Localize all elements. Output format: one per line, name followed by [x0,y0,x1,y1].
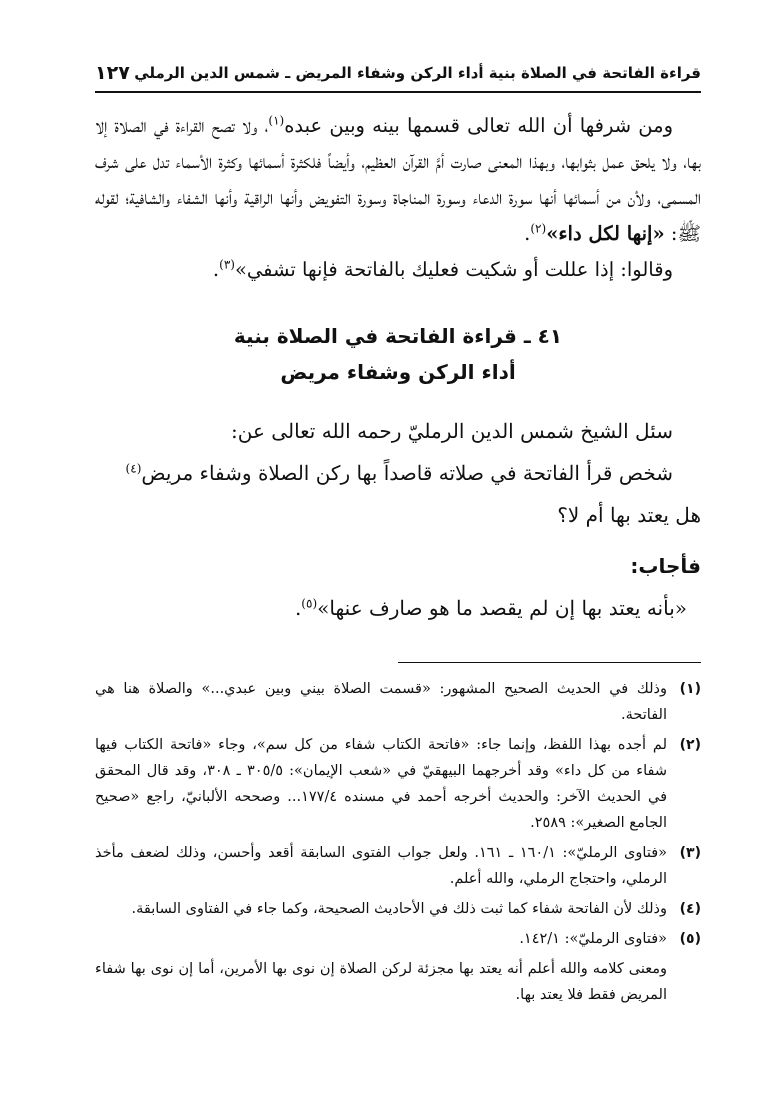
footnote-5 [95,926,701,952]
footnote-ref-2: (٢) [530,221,547,236]
main-text [95,108,701,628]
page-number: ١٢٧ [95,62,130,84]
footnote-2 [95,732,701,836]
footnote-text: وذلك في الحديث الصحيح المشهور: «قسمت الصلاة بيني وبين عبدي...» والصلاة هنا هي الفاتحة. [95,681,667,723]
footnote-number: (١) [679,681,701,697]
hadith-quote: «إنها لكل داء» [546,222,665,245]
question-text-2: هل يعتد بها أم لا؟ [557,503,701,527]
running-header [95,55,701,93]
answer-heading: فأجاب: [630,554,701,578]
section-title-line-2: أداء الركن وشفاء مريض [280,360,516,384]
footnote-1 [95,676,701,728]
footnote-5-continuation: ومعنى كلامه والله أعلم أنه يعتد بها مجزئة لركن الصلاة إن نوى بها الأمرين، أما إن نوى بها شفاء المريض فقط فلا يعتد بها. [95,961,667,1003]
section-heading [95,318,701,390]
footnote-number: (٤) [679,901,701,917]
footnote-text: وذلك لأن الفاتحة شفاء كما ثبت ذلك في الأحاديث الصحيحة، وكما جاء في الفتاوى السابقة. [131,901,667,917]
footnote-number: (٢) [679,737,701,753]
paragraph-1: ومن شرفها أن الله تعالى قسمها بينه وبين عبده$^{(١)}$، ولا تصح القراءة في الصلاة إلا بها، ولا يلحق عمل بثوابها، وبهذا المعنى صارت أمَّ القرآن العظيم، وأيضاً فلكثرة أسمائها وكثرة الأسماء تدل على شرف المسمى، ولأن من أسمائها أنها سورة الدعاء وسورة المناجاة وسورة التفويض وأنها الراقية وأنها الشفاء والشافية؛ لقوله ﷺ: «إنها لكل داء»$^{(٢)}$. [95,113,701,245]
section-title-line-1: ٤١ ـ قراءة الفاتحة في الصلاة بنية [233,324,563,348]
question-text: شخص قرأ الفاتحة في صلاته قاصداً بها ركن الصلاة وشفاء مريض$^{(٤)}$ [125,461,673,485]
footnote-text: لم أجده بهذا اللفظ، وإنما جاء: «فاتحة الكتاب شفاء من كل سم»، وجاء «فاتحة الكتاب فيها شفاء من كل داء» وقد أخرجهما البيهقيّ في «شعب الإيمان»: ٣٠٥/٥ ـ ٣٠٨، وقد قال المحقق في الحديث الآخر: والحديث أخرجه أحمد في مسنده ١٧٧/٤... وصححه الألبانيّ، راجع «صحيح الجامع الصغير»: ٢٥٨٩. [95,737,667,831]
footnote-ref-3: (٣) [219,257,235,272]
footnote-ref-5: (٥) [301,596,318,611]
footnote-ref-1: (١) [268,113,285,128]
footnote-3 [95,840,701,892]
header-title: قراءة الفاتحة في الصلاة بنية أداء الركن وشفاء المريض ـ شمس الدين الرملي [134,64,701,82]
footnotes [95,676,701,1008]
paragraph-2: وقالوا: إذا عللت أو شكيت فعليك بالفاتحة فإنها تشفي»$^{(٣)}$. [212,257,673,281]
footnote-divider [398,662,701,663]
footnote-ref-4: (٤) [125,461,142,476]
answer-text: «بأنه يعتد بها إن لم يقصد ما هو صارف عنها»$^{(٥)}$. [294,596,687,620]
footnote-text: «فتاوى الرمليّ»: ١٦٠/١ ـ ١٦١. ولعل جواب الفتوى السابقة أقعد وأحسن، وذلك لضعف مأخذ الرملي، واحتجاج الرملي، والله أعلم. [95,845,667,887]
footnote-number: (٣) [679,845,701,861]
footnote-4 [95,896,701,922]
footnote-number: (٥) [679,931,701,947]
question-intro: سئل الشيخ شمس الدين الرمليّ رحمه الله تعالى عن: [231,419,673,443]
footnote-text: «فتاوى الرمليّ»: ١٤٢/١. [519,931,667,947]
